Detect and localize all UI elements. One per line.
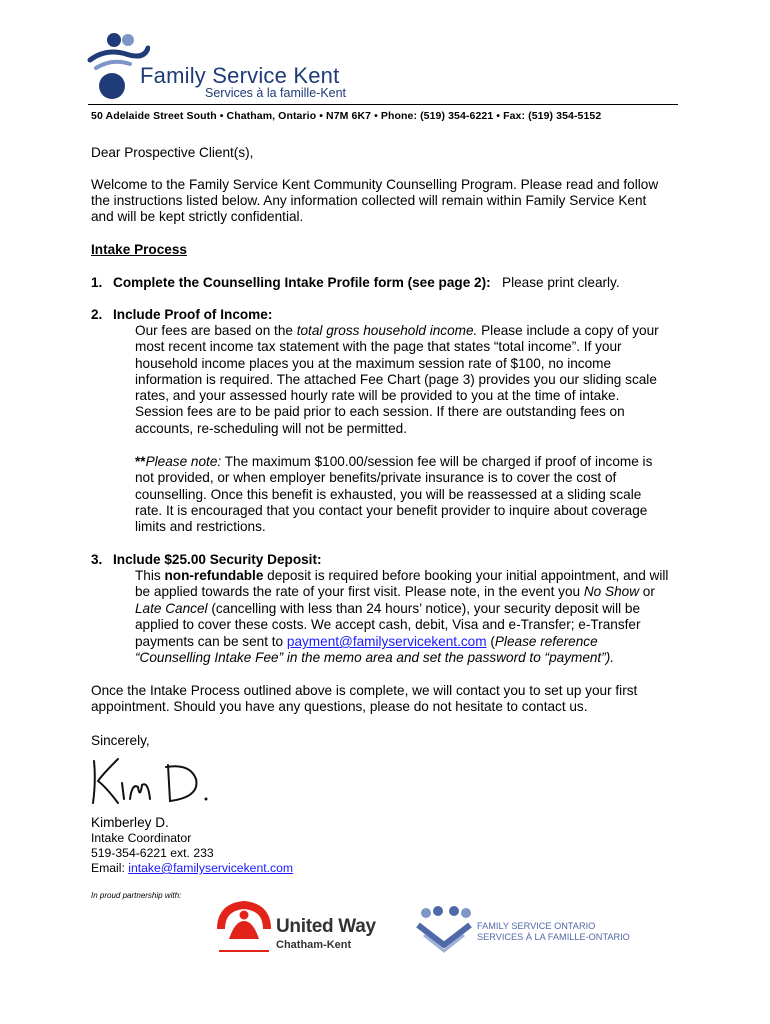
intro-line-3: and will be kept strictly confidential. — [91, 209, 304, 224]
step-3-l2c: or — [639, 584, 655, 599]
step-1-line — [113, 275, 620, 291]
fso-line-1: FAMILY SERVICE ONTARIO — [477, 921, 596, 931]
note-label: Please note: — [145, 454, 222, 469]
step-2-line-7: accounts, re-scheduling will not be permitted. — [135, 421, 408, 436]
step-1-number: 1. — [91, 275, 103, 290]
note-line-1 — [135, 454, 652, 470]
step-3-l5b: ( — [486, 634, 495, 649]
step-2-line-1 — [135, 323, 659, 339]
signer-name: Kimberley D. — [91, 815, 169, 830]
section-title: Intake Process — [91, 242, 187, 257]
step-2-line-6: Session fees are to be paid prior to each session. If there are outstanding fees on — [135, 404, 625, 419]
step-2-line-3: household income places you at the maximum session rate of $100, no income — [135, 356, 612, 371]
step-3-l1a: This — [135, 568, 165, 583]
step-3-l2a: be applied towards the rate of your first visit. Please note, in the event you — [135, 584, 584, 599]
united-way-name: United Way — [276, 916, 376, 937]
email-label: Email: — [91, 861, 129, 875]
partnership-label: In proud partnership with: — [91, 891, 182, 900]
step-3-l1c: deposit is required before booking your initial appointment, and will — [263, 568, 669, 583]
step-3-l5c: Please reference — [494, 634, 598, 649]
fso-line-2: SERVICES À LA FAMILLE-ONTARIO — [477, 932, 630, 942]
step-3-l3b: (cancelling with less than 24 hours’ notice), your security deposit will be — [207, 601, 641, 616]
step-3-line-3 — [135, 601, 640, 617]
step-2-title: Include Proof of Income: — [113, 307, 273, 322]
note-l1: The maximum $100.00/session fee will be charged if proof of income is — [221, 454, 653, 469]
note-line-2: not provided, or when employer benefits/private insurance is to cover the cost of — [135, 470, 617, 485]
step-3-l1b: non-refundable — [164, 568, 264, 583]
note-stars: ** — [135, 454, 146, 469]
payment-email-link[interactable]: payment@familyservicekent.com — [286, 634, 487, 649]
logo-name: Family Service Kent — [140, 63, 340, 88]
step-1-title: Complete the Counselling Intake Profile form (see page 2): — [113, 275, 491, 290]
intro-line-2: the instructions listed below. Any information collected will remain within Family Service Kent — [91, 193, 647, 208]
salutation: Dear Prospective Client(s), — [91, 145, 254, 160]
step-3-line-2 — [135, 584, 655, 600]
step-2-l1b: total gross household income. — [296, 323, 478, 338]
closing-line-1: Once the Intake Process outlined above is complete, we will contact you to set up your first — [91, 683, 638, 698]
signer-phone: 519-354-6221 ext. 233 — [91, 846, 214, 860]
step-2-number: 2. — [91, 307, 103, 322]
handwritten-signature — [88, 753, 218, 809]
step-2-l1c: Please include a copy of your — [477, 323, 659, 338]
note-line-4: rate. It is encouraged that you contact your benefit provider to inquire about coverage — [135, 503, 648, 518]
family-service-ontario-logo-icon — [414, 905, 474, 957]
sign-off: Sincerely, — [91, 733, 150, 748]
closing-line-2: appointment. Should you have any questions, please do not hesitate to contact us. — [91, 699, 588, 714]
united-way-sub: Chatham-Kent — [276, 939, 352, 951]
step-3-line-5 — [135, 634, 598, 650]
step-3-line-6: “Counselling Intake Fee” in the memo area and set the password to “payment”). — [135, 650, 615, 665]
step-3-l5a: payments can be sent to — [135, 634, 287, 649]
step-2-line-2: most recent income tax statement with the page that states “total income”. If your — [135, 339, 622, 354]
logo-subtitle: Services à la famille-Kent — [205, 86, 347, 100]
note-line-3: counselling. Once this benefit is exhausted, you will be reassessed at a sliding scale — [135, 487, 642, 502]
step-3-number: 3. — [91, 552, 103, 567]
intake-email-link[interactable]: intake@familyservicekent.com — [128, 861, 294, 875]
address-line: 50 Adelaide Street South • Chatham, Ontario • N7M 6K7 • Phone: (519) 354-6221 • Fax: (519) 354-5152 — [91, 110, 602, 122]
step-1-text: Please print clearly. — [502, 275, 620, 290]
signer-title: Intake Coordinator — [91, 831, 192, 845]
step-2-line-4: information is required. The attached Fee Chart (page 3) provides you our sliding scale — [135, 372, 657, 387]
step-3-l2b: No Show — [583, 584, 640, 599]
step-3-title: Include $25.00 Security Deposit: — [113, 552, 322, 567]
header-divider — [88, 104, 678, 105]
step-2-l1a: Our fees are based on the — [135, 323, 297, 338]
step-3-l3a: Late Cancel — [135, 601, 208, 616]
step-3-line-4: applied to cover these costs. We accept cash, debit, Visa and e-Transfer; e-Transfer — [135, 617, 641, 632]
signer-email-line — [91, 861, 293, 876]
step-2-line-5: rates, and your assessed hourly rate will be provided to you at the time of intake. — [135, 388, 620, 403]
step-3-line-1 — [135, 568, 668, 584]
intro-line-1: Welcome to the Family Service Kent Community Counselling Program. Please read and follow — [91, 177, 659, 192]
note-line-5: limits and restrictions. — [135, 519, 266, 534]
united-way-logo-icon — [215, 899, 273, 955]
